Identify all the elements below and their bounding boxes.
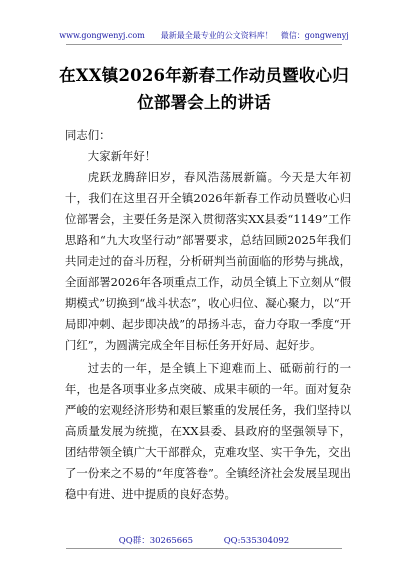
body-paragraph-1: 虎跃龙腾辞旧岁，春风浩荡展新篇。今天是大年初十，我们在这里召开全镇2026年新春工作动员暨收心归位部署会，主要任务是深入贯彻落实XX县委“1149”工作思路和“九大攻坚行动”部署要求，总结回顾2025年我们共同走过的奋斗历程，分析研判当前面临的形势与挑战，全面部署2026年各项重点工作，动员全镇上下立刻从“假期模式”切换到“战斗状态”，收心归位、凝心聚力，以“开局即冲刺、起步即决战”的昂扬斗志，奋力夺取一季度“开门红”，为圆满完成全年目标任务开好局、起好步。 [65, 170, 351, 352]
document-body [65, 125, 351, 505]
document-title-line-2: 位部署会上的讲话 [137, 93, 271, 112]
footer-qq-group: QQ群：30265665 [118, 536, 193, 546]
salutation: 同志们： [65, 128, 111, 142]
document-title [40, 62, 368, 116]
footer-contact [0, 534, 408, 546]
greeting: 大家新年好！ [87, 149, 157, 163]
footer-divider [66, 548, 342, 549]
body-paragraph-2: 过去的一年，是全镇上下迎难而上、砥砺前行的一年，也是各项事业多点突破、成果丰硕的一年。面对复杂严峻的宏观经济形势和艰巨繁重的发展任务，我们坚持以高质量发展为统揽，在XX县委、县政府的坚强领导下，团结带领全镇广大干部群众，克难攻坚、实干争先，交出了一份来之不易的“年度答卷”。全镇经济社会发展呈现出稳中有进、进中提质的良好态势。 [65, 361, 351, 501]
header-divider [66, 44, 342, 45]
footer-qq: QQ:535304092 [223, 536, 290, 546]
document-title-line-1: 在XX镇2026年新春工作动员暨收心归 [59, 66, 349, 85]
header-site-info: www.gongwenyj.com 最新最全最专业的公文资料库！ 微信：gongwenyj [59, 31, 349, 40]
